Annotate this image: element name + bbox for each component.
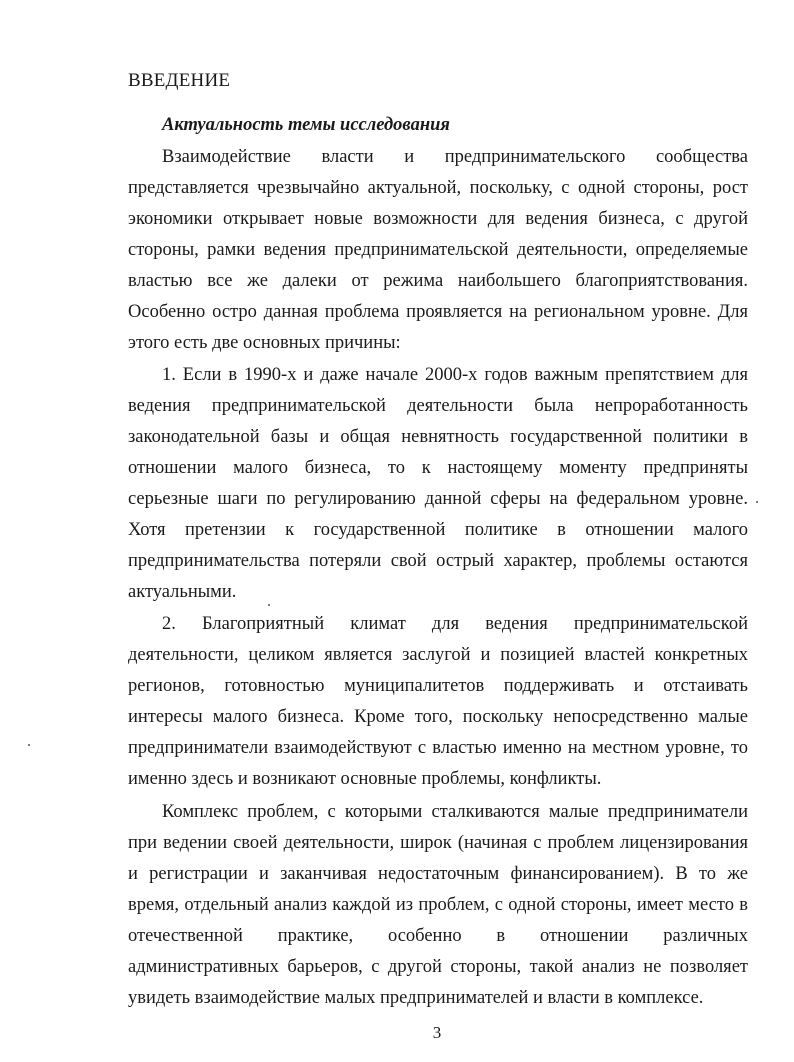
- paragraph-reason-2: 2. Благоприятный климат для ведения предпринимательской деятельности, целиком является заслугой и позицией властей конкретных регионов, готовностью муниципалитетов поддерживать и отстаивать интересы малого бизнеса. Кроме того, поскольку непосредственно малые предприниматели взаимодействуют с властью именно на местном уровне, то именно здесь и возникают основные проблемы, конфликты.: [128, 614, 748, 789]
- section-heading: ВВЕДЕНИЕ: [128, 70, 231, 91]
- page-number: 3: [432, 1023, 442, 1042]
- scan-speck: [268, 604, 270, 606]
- scan-speck: [756, 501, 758, 503]
- paragraph-reason-1: 1. Если в 1990-х и даже начале 2000-х годов важным препятствием для ведения предпринимательской деятельности была непроработанность законодательной базы и общая невнятность государственной политики в отношении малого бизнеса, то к настоящему моменту предприняты серьезные шаги по регулированию данной сферы на федеральном уровне. Хотя претензии к государственной политике в отношении малого предпринимательства потеряли свой острый характер, проблемы остаются актуальными.: [128, 365, 748, 602]
- section-subheading: Актуальность темы исследования: [162, 115, 450, 135]
- paragraph-problems: Комплекс проблем, с которыми сталкиваются малые предприниматели при ведении своей деятельности, широк (начиная с проблем лицензирования и регистрации и заканчивая недостаточным финансированием). В то же время, отдельный анализ каждой из проблем, с одной стороны, имеет место в отечественной практике, особенно в отношении различных административных барьеров, с другой стороны, такой анализ не позволяет увидеть взаимодействие малых предпринимателей и власти в комплексе.: [128, 802, 748, 1008]
- scan-speck: [28, 744, 30, 746]
- paragraph-intro: Взаимодействие власти и предпринимательского сообщества представляется чрезвычайно актуальной, поскольку, с одной стороны, рост экономики открывает новые возможности для ведения бизнеса, с другой стороны, рамки ведения предпринимательской деятельности, определяемые властью все же далеки от режима наибольшего благоприятствования. Особенно остро данная проблема проявляется на региональном уровне. Для этого есть две основных причины:: [128, 147, 748, 353]
